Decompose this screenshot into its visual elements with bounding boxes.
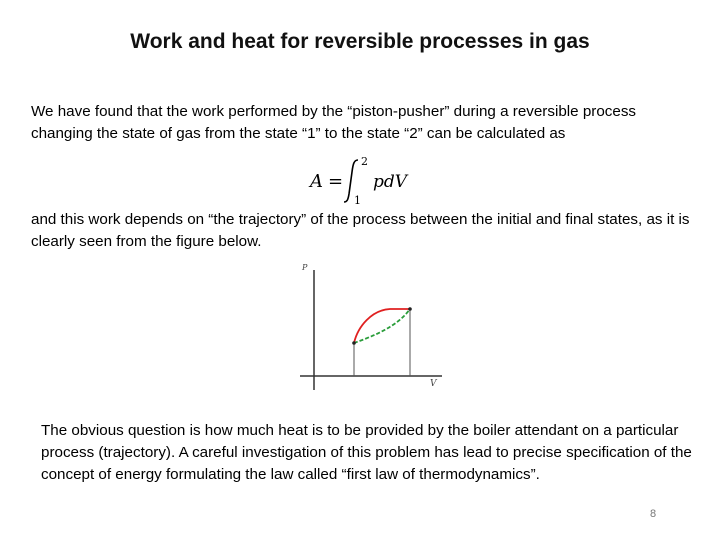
formula-equals: = [328, 171, 344, 192]
pv-diagram [292, 260, 452, 392]
trajectory-paragraph: and this work depends on “the trajectory” of the process between the initial and final states, as it is clearly seen from the figure below. [31, 211, 690, 250]
intro-paragraph: We have found that the work performed by the “piston-pusher” during a reversible process changing the state of gas from the state “1” to the state “2” can be calculated as [31, 103, 637, 142]
formula-upper-limit: 2 [361, 155, 368, 168]
formula-lower-limit: 1 [354, 194, 361, 207]
slide-title: Work and heat for reversible processes in gas [130, 30, 590, 53]
formula-lhs: A [310, 171, 323, 192]
y-axis-label: P [302, 263, 308, 272]
x-axis-label: V [430, 379, 437, 389]
question-paragraph: The obvious question is how much heat is to be provided by the boiler attendant on a particular process (trajectory). A careful investigation of this problem has lead to precise specification of the concept of energy formulating the law called “first law of thermodynamics”. [41, 422, 692, 483]
state1-point [352, 341, 356, 345]
state2-point [408, 307, 412, 311]
work-integral-formula [300, 152, 430, 208]
upper-trajectory-red [354, 309, 410, 343]
page-number: 8 [650, 508, 657, 520]
formula-integrand: pdV [373, 172, 408, 192]
